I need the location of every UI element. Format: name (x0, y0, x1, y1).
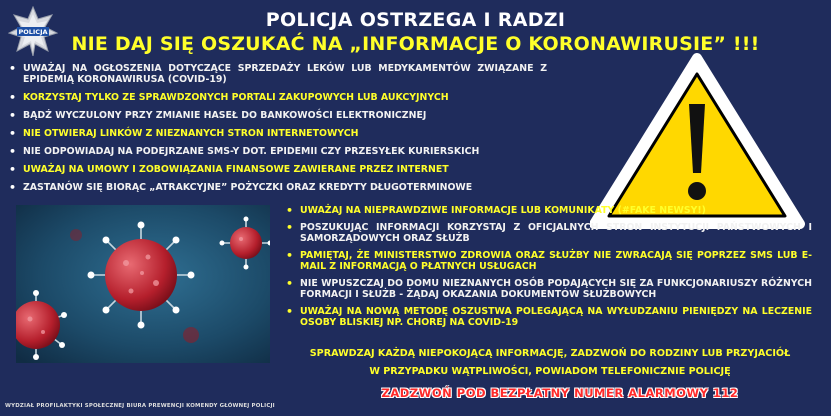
badge-label: POLICJA (18, 28, 48, 37)
list-item: • BĄDŹ WYCZULONY PRZY ZMIANIE HASEŁ DO BANKOWOŚCI ELEKTRONICZNEJ (7, 110, 547, 121)
coronavirus-illustration (16, 205, 270, 363)
warning-triangle-icon (590, 52, 805, 230)
page-title: POLICJA OSTRZEGA I RADZI (265, 9, 566, 31)
list-item: • UWAŻAJ NA UMOWY I ZOBOWIĄZANIA FINANSOWE ZAWIERANE PRZEZ INTERNET (7, 164, 547, 175)
list-item: • PAMIĘTAJ, ŻE MINISTERSTWO ZDROWIA ORAZ SŁUŻBY NIE ZWRACAJĄ SIĘ POPRZEZ SMS LUB E-MAIL Z INFORMACJĄ O PŁATNYCH USŁUGACH (284, 250, 812, 272)
virus-small (230, 227, 262, 259)
warnings-list-bottom (284, 205, 812, 334)
footer-credits: WYDZIAŁ PROFILAKTYKI SPOŁECZNEJ BIURA PREWENCJI KOMENDY GŁÓWNEJ POLICJI (5, 403, 275, 409)
list-item: • NIE ODPOWIADAJ NA PODEJRZANE SMS-Y DOT. EPIDEMII CZY PRZESYŁEK KURIERSKICH (7, 146, 547, 157)
list-item: • KORZYSTAJ TYLKO ZE SPRAWDZONYCH PORTALI ZAKUPOWYCH LUB AUKCYJNYCH (7, 92, 547, 103)
emergency-hotline: ZADZWOŃ POD BEZPŁATNY NUMER ALARMOWY 112 (381, 386, 739, 400)
list-item: • UWAŻAJ NA NOWĄ METODĘ OSZUSTWA POLEGAJĄCĄ NA WYŁUDZANIU PIENIĘDZY NA LECZENIE OSOBY BLISKIEJ NP. CHOREJ NA COVID-19 (284, 306, 812, 328)
closing-advice-police: W PRZYPADKU WĄTPLIWOŚCI, POWIADOM TELEFONICZNIE POLICJĘ (369, 366, 731, 377)
list-item: • ZASTANÓW SIĘ BIORĄC „ATRAKCYJNE” POŻYCZKI ORAZ KREDYTY DŁUGOTERMINOWE (7, 182, 547, 193)
list-item: • NIE WPUSZCZAJ DO DOMU NIEZNANYCH OSÓB PODAJĄCYCH SIĘ ZA FUNKCJONARIUSZY RÓŻNYCH FORMACJI I SŁUŻB - ŻĄDAJ OKAZANIA DOKUMENTÓW SŁUŻBOWYCH (284, 278, 812, 300)
list-item: • UWAŻAJ NA OGŁOSZENIA DOTYCZĄCE SPRZEDAŻY LEKÓW LUB MEDYKAMENTÓW ZWIĄZANE Z EPIDEMIĄ KORONAWIRUSA (COVID-19) (7, 63, 547, 85)
closing-advice: SPRAWDZAJ KAŻDĄ NIEPOKOJĄCĄ INFORMACJĘ, ZADZWOŃ DO RODZINY LUB PRZYJACIÓŁ (309, 348, 791, 359)
list-item: • POSZUKUJĄC INFORMACJI KORZYSTAJ Z OFICJALNYCH STRON INSTYTUCJI PAŃSTWOWYCH I SAMORZĄDOWYCH ORAZ SŁUŻB (284, 222, 812, 244)
warnings-list-top (7, 63, 547, 200)
virus-large (105, 239, 177, 311)
page-subtitle: NIE DAJ SIĘ OSZUKAĆ NA „INFORMACJE O KORONAWIRUSIE” !!! (71, 33, 760, 55)
list-item: • NIE OTWIERAJ LINKÓW Z NIEZNANYCH STRON INTERNETOWYCH (7, 128, 547, 139)
list-item: • UWAŻAJ NA NIEPRAWDZIWE INFORMACJE LUB KOMUNIKATY (#FAKE NEWSY!) (284, 205, 812, 216)
